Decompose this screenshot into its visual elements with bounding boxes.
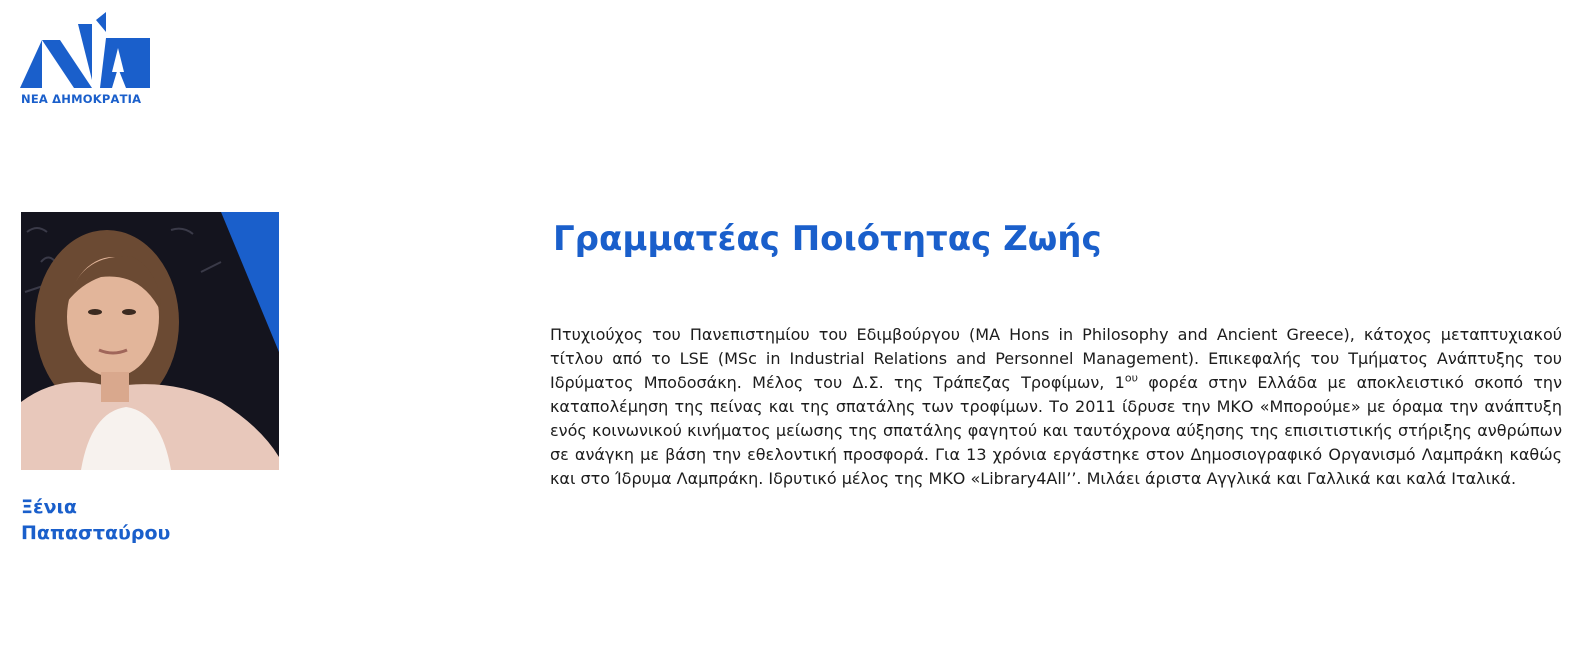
person-last-name: Παπασταύρου (21, 522, 171, 544)
position-title: Γραμματέας Ποιότητας Ζωής (553, 219, 1102, 259)
person-first-name: Ξένια (21, 496, 77, 518)
bio-text-part1: Πτυχιούχος του Πανεπιστημίου του Εδιμβούργου (MA Hons in Philosophy and Ancient Greece), κάτοχος μεταπτυχιακού τίτλου από το LSE (MSc in Industrial Relations and Personnel Management). Επικεφαλής του Τμήματος Ανάπτυξης του Ιδρύματος Μποδοσάκη. Μέλος του Δ.Σ. της Τράπεζας Τροφίμων, 1 (550, 325, 1562, 392)
bio-text (550, 323, 1562, 491)
bio-superscript: ου (1124, 371, 1138, 385)
portrait-photo (21, 212, 279, 470)
person-name (21, 494, 261, 546)
logo-wordmark: ΝΕΑ ΔΗΜΟΚΡΑΤΙΑ (21, 92, 142, 106)
nd-logo-link[interactable] (20, 12, 160, 108)
nd-logo-icon (20, 12, 155, 92)
bio-text-part2: φορέα στην Ελλάδα με αποκλειστικό σκοπό την καταπολέμηση της πείνας και της σπατάλης των τροφίμων. Το 2011 ίδρυσε την ΜΚΟ «Μπορούμε» με όραμα την ανάπτυξη ενός κοινωνικού κινήματος μείωσης της σπατάλης φαγητού και ταυτόχρονα αύξησης της επισιτιστικής στήριξης ανθρώπων σε ανάγκη με βάση την εθελοντική προσφορά. Για 13 χρόνια εργάστηκε στον Δημοσιογραφικό Οργανισμό Λαμπράκη καθώς και στο Ίδρυμα Λαμπράκη. Ιδρυτικό μέλος της ΜΚΟ «Library4All’’. Μιλάει άριστα Αγγλικά και Γαλλικά και καλά Ιταλικά. (550, 373, 1562, 488)
